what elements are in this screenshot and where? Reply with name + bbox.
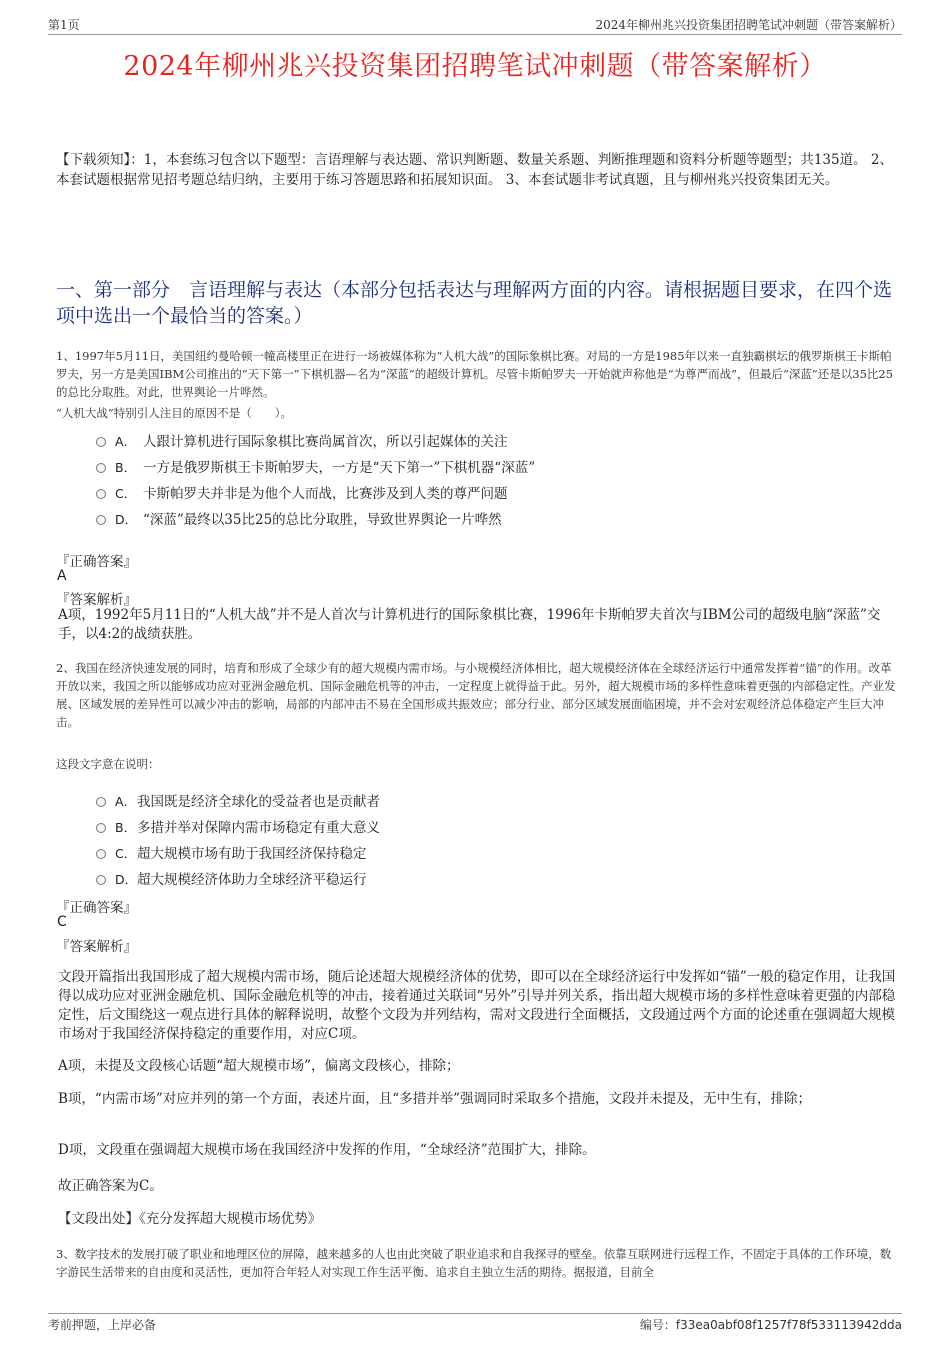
q2-option-d-note: D项，文段重在强调超大规模市场在我国经济中发挥的作用，“全球经济”范围扩大，排除。	[58, 1142, 596, 1158]
question-2-stem: 2、我国在经济快速发展的同时，培育和形成了全球少有的超大规模内需市场。与小规模经济体相比，超大规模经济体在全球经济运行中通常发挥着“锚”的作用。改革开放以来，我国之所以能够成功应对亚洲金融危机、国际金融危机等的冲击，一定程度上就得益于此。另外，超大规模市场的多样性意味着更强的内部稳定性。产业发展、区域发展的差异性可以减少冲击的影响，局部的内部冲击不易在全国形成共振效应；部分行业、部分区域发展面临困境，并不会对宏观经济总体稳定产生巨大冲击。	[56, 661, 896, 729]
question-1-prompt: “人机大战”特别引人注目的原因不是（ ）。	[56, 406, 293, 420]
question-1-stem: 1、1997年5月11日，美国纽约曼哈顿一幢高楼里正在进行一场被媒体称为“人机大战”的国际象棋比赛。对局的一方是1985年以来一直独霸棋坛的俄罗斯棋王卡斯帕罗夫，另一方是美国IBM公司推出的“天下第一”下棋机器—名为“深蓝”的超级计算机。尽管卡斯帕罗夫一开始就声称他是“为尊严而战”，但最后“深蓝”还是以35比25的总比分取胜。对此，世界舆论一片哗然。	[56, 349, 894, 399]
q1-analysis-label: 『答案解析』	[56, 592, 137, 608]
radio-icon[interactable]	[96, 489, 106, 499]
radio-icon[interactable]	[96, 463, 106, 473]
q2-analysis-label: 『答案解析』	[56, 939, 137, 955]
q1-option-b[interactable]: B． 一方是俄罗斯棋王卡斯帕罗夫，一方是“天下第一”下棋机器“深蓝”	[96, 456, 535, 478]
radio-icon[interactable]	[96, 875, 106, 885]
radio-icon[interactable]	[96, 437, 106, 447]
q2-answer-label: 『正确答案』	[56, 900, 137, 916]
section-heading: 一、第一部分 言语理解与表达（本部分包括表达与理解两方面的内容。请根据题目要求，在四个选项中选出一个最恰当的答案。）	[56, 279, 893, 327]
q1-option-c[interactable]: C． 卡斯帕罗夫并非是为他个人而战，比赛涉及到人类的尊严问题	[96, 482, 508, 504]
q2-option-b-note: B项，“内需市场”对应并列的第一个方面，表述片面，且“多措并举”强调同时采取多个措施，文段并未提及，无中生有，排除；	[58, 1091, 812, 1107]
q1-option-d[interactable]: D． “深蓝”最终以35比25的总比分取胜，导致世界舆论一片哗然	[96, 508, 502, 530]
q1-answer: A	[57, 568, 67, 584]
q2-option-b[interactable]: B．多措并举对保障内需市场稳定有重大意义	[96, 816, 380, 838]
page-header	[48, 14, 902, 35]
radio-icon[interactable]	[96, 797, 106, 807]
q2-option-d[interactable]: D．超大规模经济体助力全球经济平稳运行	[96, 868, 367, 890]
download-notice: 【下载须知】：1，本套练习包含以下题型：言语理解与表达题、常识判断题、数量关系题、判断推理题和资料分析题等题型；共135道。 2、本套试题根据常见招考题总结归纳，主要用于练习答题思路和拓展知识面。 3、本套试题非考试真题，且与柳州兆兴投资集团无关。	[56, 152, 893, 188]
footer-slogan: 考前押题，上岸必备	[48, 1318, 157, 1332]
page-footer	[48, 1313, 902, 1334]
q2-analysis: 文段开篇指出我国形成了超大规模内需市场，随后论述超大规模经济体的优势，即可以在全球经济运行中发挥如“锚”一般的稳定作用，让我国得以成功应对亚洲金融危机、国际金融危机等的冲击，接着通过关联词“另外”引导并列关系，指出超大规模市场的多样性意味着更强的内部稳定性，后文围绕这一观点进行具体的解释说明，故整个文段为并列结构，需对文段进行全面概括，文段通过两个方面的论述重在强调超大规模市场对于我国经济保持稳定的重要作用，对应C项。	[58, 969, 896, 1042]
footer-serial: 编号：f33ea0abf08f1257f78f533113942dda	[639, 1318, 902, 1332]
q2-source: 【文段出处】《充分发挥超大规模市场优势》	[58, 1211, 322, 1227]
q1-analysis: A项，1992年5月11日的“人机大战”并不是人首次与计算机进行的国际象棋比赛，1996年卡斯帕罗夫首次与IBM公司的超级电脑“深蓝”交手，以4:2的战绩获胜。	[58, 607, 881, 642]
header-doc-title: 2024年柳州兆兴投资集团招聘笔试冲刺题（带答案解析）	[595, 18, 902, 32]
document-title: 2024年柳州兆兴投资集团招聘笔试冲刺题（带答案解析）	[123, 51, 827, 82]
q2-option-a-note: A项，未提及文段核心话题“超大规模市场”，偏离文段核心，排除；	[58, 1058, 460, 1074]
question-2-prompt: 这段文字意在说明：	[56, 757, 160, 771]
question-3-stem: 3、数字技术的发展打破了职业和地理区位的屏障，越来越多的人也由此突破了职业追求和自我探寻的壁垒。依靠互联网进行远程工作，不固定于具体的工作环境，数字游民生活带来的自由度和灵活性，更加符合年轻人对实现工作生活平衡、追求自主独立生活的期待。据报道，目前全	[56, 1247, 892, 1279]
q1-answer-label: 『正确答案』	[56, 554, 137, 570]
q2-conclusion: 故正确答案为C。	[58, 1178, 163, 1194]
radio-icon[interactable]	[96, 849, 106, 859]
q2-option-c[interactable]: C．超大规模市场有助于我国经济保持稳定	[96, 842, 367, 864]
q2-answer: C	[57, 914, 67, 930]
radio-icon[interactable]	[96, 515, 106, 525]
q2-option-a[interactable]: A．我国既是经济全球化的受益者也是贡献者	[96, 790, 380, 812]
radio-icon[interactable]	[96, 823, 106, 833]
page-number: 第1页	[48, 18, 80, 32]
q1-option-a[interactable]: A． 人跟计算机进行国际象棋比赛尚属首次，所以引起媒体的关注	[96, 430, 508, 452]
